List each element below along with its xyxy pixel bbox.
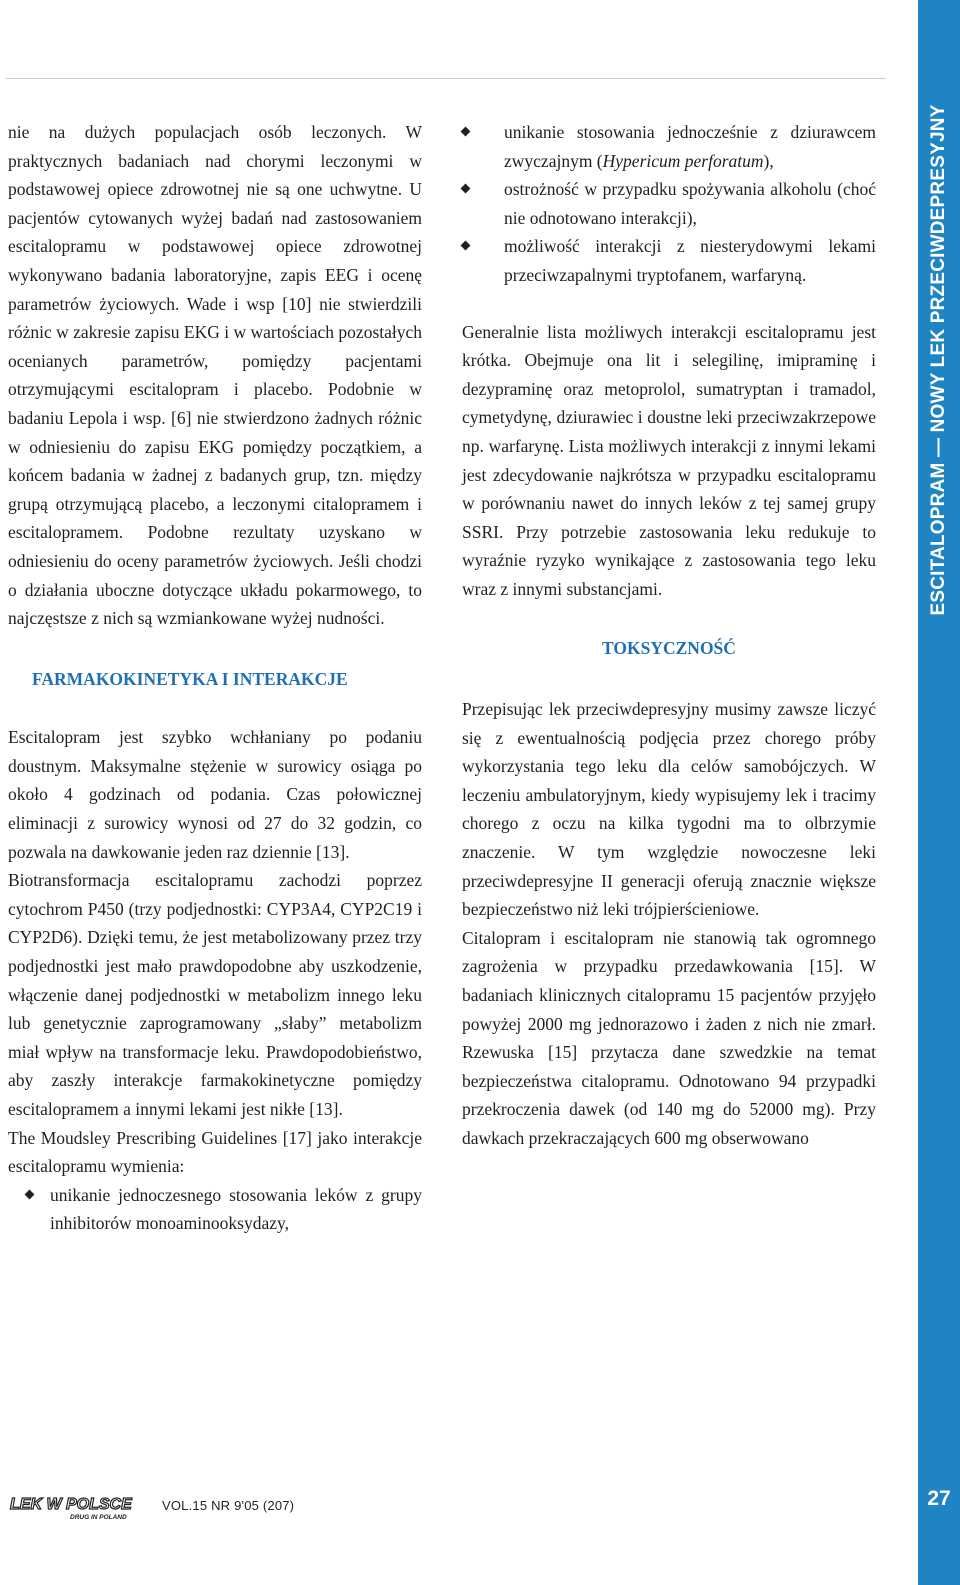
spacer [462, 290, 876, 318]
list-item-text: unikanie stosowania jednocześnie z dziurawcem zwyczajnym ( [504, 122, 876, 171]
diamond-bullet-icon [461, 127, 471, 137]
right-paragraph-2: Przepisując lek przeciwdepresyjny musimy zawsze liczyć się z ewentualnością podjęcia przez chorego próby wykorzystania tego leku dla celów samobójczych. W leczeniu ambulatoryjnym, kiedy wypisujemy lek i tracimy chorego z oczu na kilka tygodni ma to olbrzymie znaczenie. W tym względzie nowoczesne leki przeciwdepresyjne II generacji oferują znacznie większe bezpieczeństwo niż leki trójpierścieniowe. [462, 699, 876, 920]
right-paragraph-3: Citalopram i escitalopram nie stanowią tak ogromnego zagrożenia w przypadku przedawkowania [15]. W badaniach klinicznych citalopramu 15 pacjentów przyjęło powyżej 2000 mg jednorazowo i żaden z nich nie zmarł. Rzewuska [15] przytacza dane szwedzkie na temat bezpieczeństwa citalopramu. Odnotowano 94 przypadki przekroczenia dawek (od 140 mg do 52000 mg). Przy dawkach przekraczających 600 mg obserwowano [462, 927, 876, 1148]
diamond-bullet-icon [461, 241, 471, 251]
left-paragraph-2: Escitalopram jest szybko wchłaniany po podaniu doustnym. Maksymalne stężenie w surowicy osiąga po około 4 godzinach od podania. Czas połowicznej eliminacji z surowicy wynosi od 27 do 32 godzin, co pozwala na dawkowanie jeden raz dziennie [13]. [8, 727, 422, 862]
lek-w-polsce-logo [8, 1493, 154, 1521]
list-item [462, 175, 876, 232]
side-title: ESCITALOPRAM — NOWY LEK PRZECIWDEPRESYJNY [928, 104, 949, 616]
list-item-text: ), [763, 150, 774, 171]
latin-name: Hypericum perforatum [602, 150, 764, 171]
right-paragraph-1: Generalnie lista możliwych interakcji escitalopramu jest krótka. Obejmuje ona lit i selegilinę, imipraminę i dezypraminę oraz metoprolol, sumatryptan i tramadol, cymetydynę, dziurawiec i doustne leki przeciwzakrzepowe np. warfarynę. Lista możliwych interakcji z innymi lekami jest zdecydowanie najkrótsza w przypadku escitalopramu w porównaniu nawet do innych leków z tej samej grupy SSRI. Przy potrzebie zastosowania leku redukuje to wyraźnie ryzyko wynikające z zastosowania tego leku wraz z innymi substancjami. [462, 321, 876, 599]
left-paragraph-4: The Moudsley Prescribing Guidelines [17] jako interakcje escitalopramu wymienia: [8, 1127, 422, 1177]
heading-farmakokinetyka: FARMAKOKINETYKA I INTERAKCJE [32, 668, 348, 689]
list-item [462, 118, 876, 175]
page-number: 27 [927, 1487, 951, 1510]
interactions-list-right [462, 118, 876, 290]
list-item [462, 232, 876, 289]
list-item [8, 1181, 422, 1238]
right-column [462, 118, 876, 1153]
list-item-text: możliwość interakcji z niesterydowymi lekami przeciwzapalnymi tryptofanem, warfaryną. [504, 236, 876, 285]
list-item-text: ostrożność w przypadku spożywania alkoholu (choć nie odnotowano interakcji), [504, 179, 876, 228]
logo-text: LEK W POLSCE [10, 1496, 132, 1513]
interactions-list-left [8, 1181, 422, 1238]
issue-info: VOL.15 NR 9'05 (207) [162, 1498, 295, 1513]
top-rule [6, 78, 886, 79]
diamond-bullet-icon [461, 184, 471, 194]
logo-subtext: DRUG IN POLAND [70, 1514, 127, 1521]
list-item-text: unikanie jednoczesnego stosowania leków z grupy inhibitorów monoaminooksydazy, [50, 1184, 422, 1234]
heading-toksycznosc: TOKSYCZNOŚĆ [602, 637, 736, 658]
left-column [8, 118, 422, 1238]
diamond-bullet-icon [25, 1189, 35, 1199]
left-paragraph-1: nie na dużych populacjach osób leczonych. W praktycznych badaniach nad chorymi leczonymi w podstawowej opiece zdrowotnej nie są one uchwytne. U pacjentów cytowanych wyżej badań nad zastosowaniem escitalopramu w podstawowej opiece zdrowotnej wykonywano badania laboratoryjne, zapis EEG i ocenę parametrów życiowych. Wade i wsp [10] nie stwierdzili różnic w zakresie zapisu EKG i w wartościach pozostałych ocenianych parametrów, pomiędzy pacjentami otrzymującymi escitalopram i placebo. Podobnie w badaniu Lepola i wsp. [6] nie stwierdzono żadnych różnic w odniesieniu do zapisu EKG pomiędzy początkiem, a końcem badania w żadnej z badanych grup, tzn. między grupą otrzymującą placebo, a leczonymi citalopramem i escitalopramem. Podobne rezultaty uzyskano w odniesieniu do oceny parametrów życiowych. Jeśli chodzi o działania uboczne dotyczące układu pokarmowego, to najczęstsze z nich są wzmiankowane wyżej nudności. [8, 122, 423, 629]
left-paragraph-3: Biotransformacja escitalopramu zachodzi poprzez cytochrom P450 (trzy podjednostki: CYP3A4, CYP2C19 i CYP2D6). Dzięki temu, że jest metabolizowany przez trzy podjednostki jest mało prawdopodobne aby uszkodzenie, włączenie danej podjednostki w metabolizm innego leku lub genetycznie zaprogramowany „słaby” metabolizm miał wpływ na transformacje leku. Prawdopodobieństwo, aby zaszły interakcje farmakokinetyczne pomiędzy escitalopramem a innymi lekami jest nikłe [13]. [8, 870, 422, 1119]
